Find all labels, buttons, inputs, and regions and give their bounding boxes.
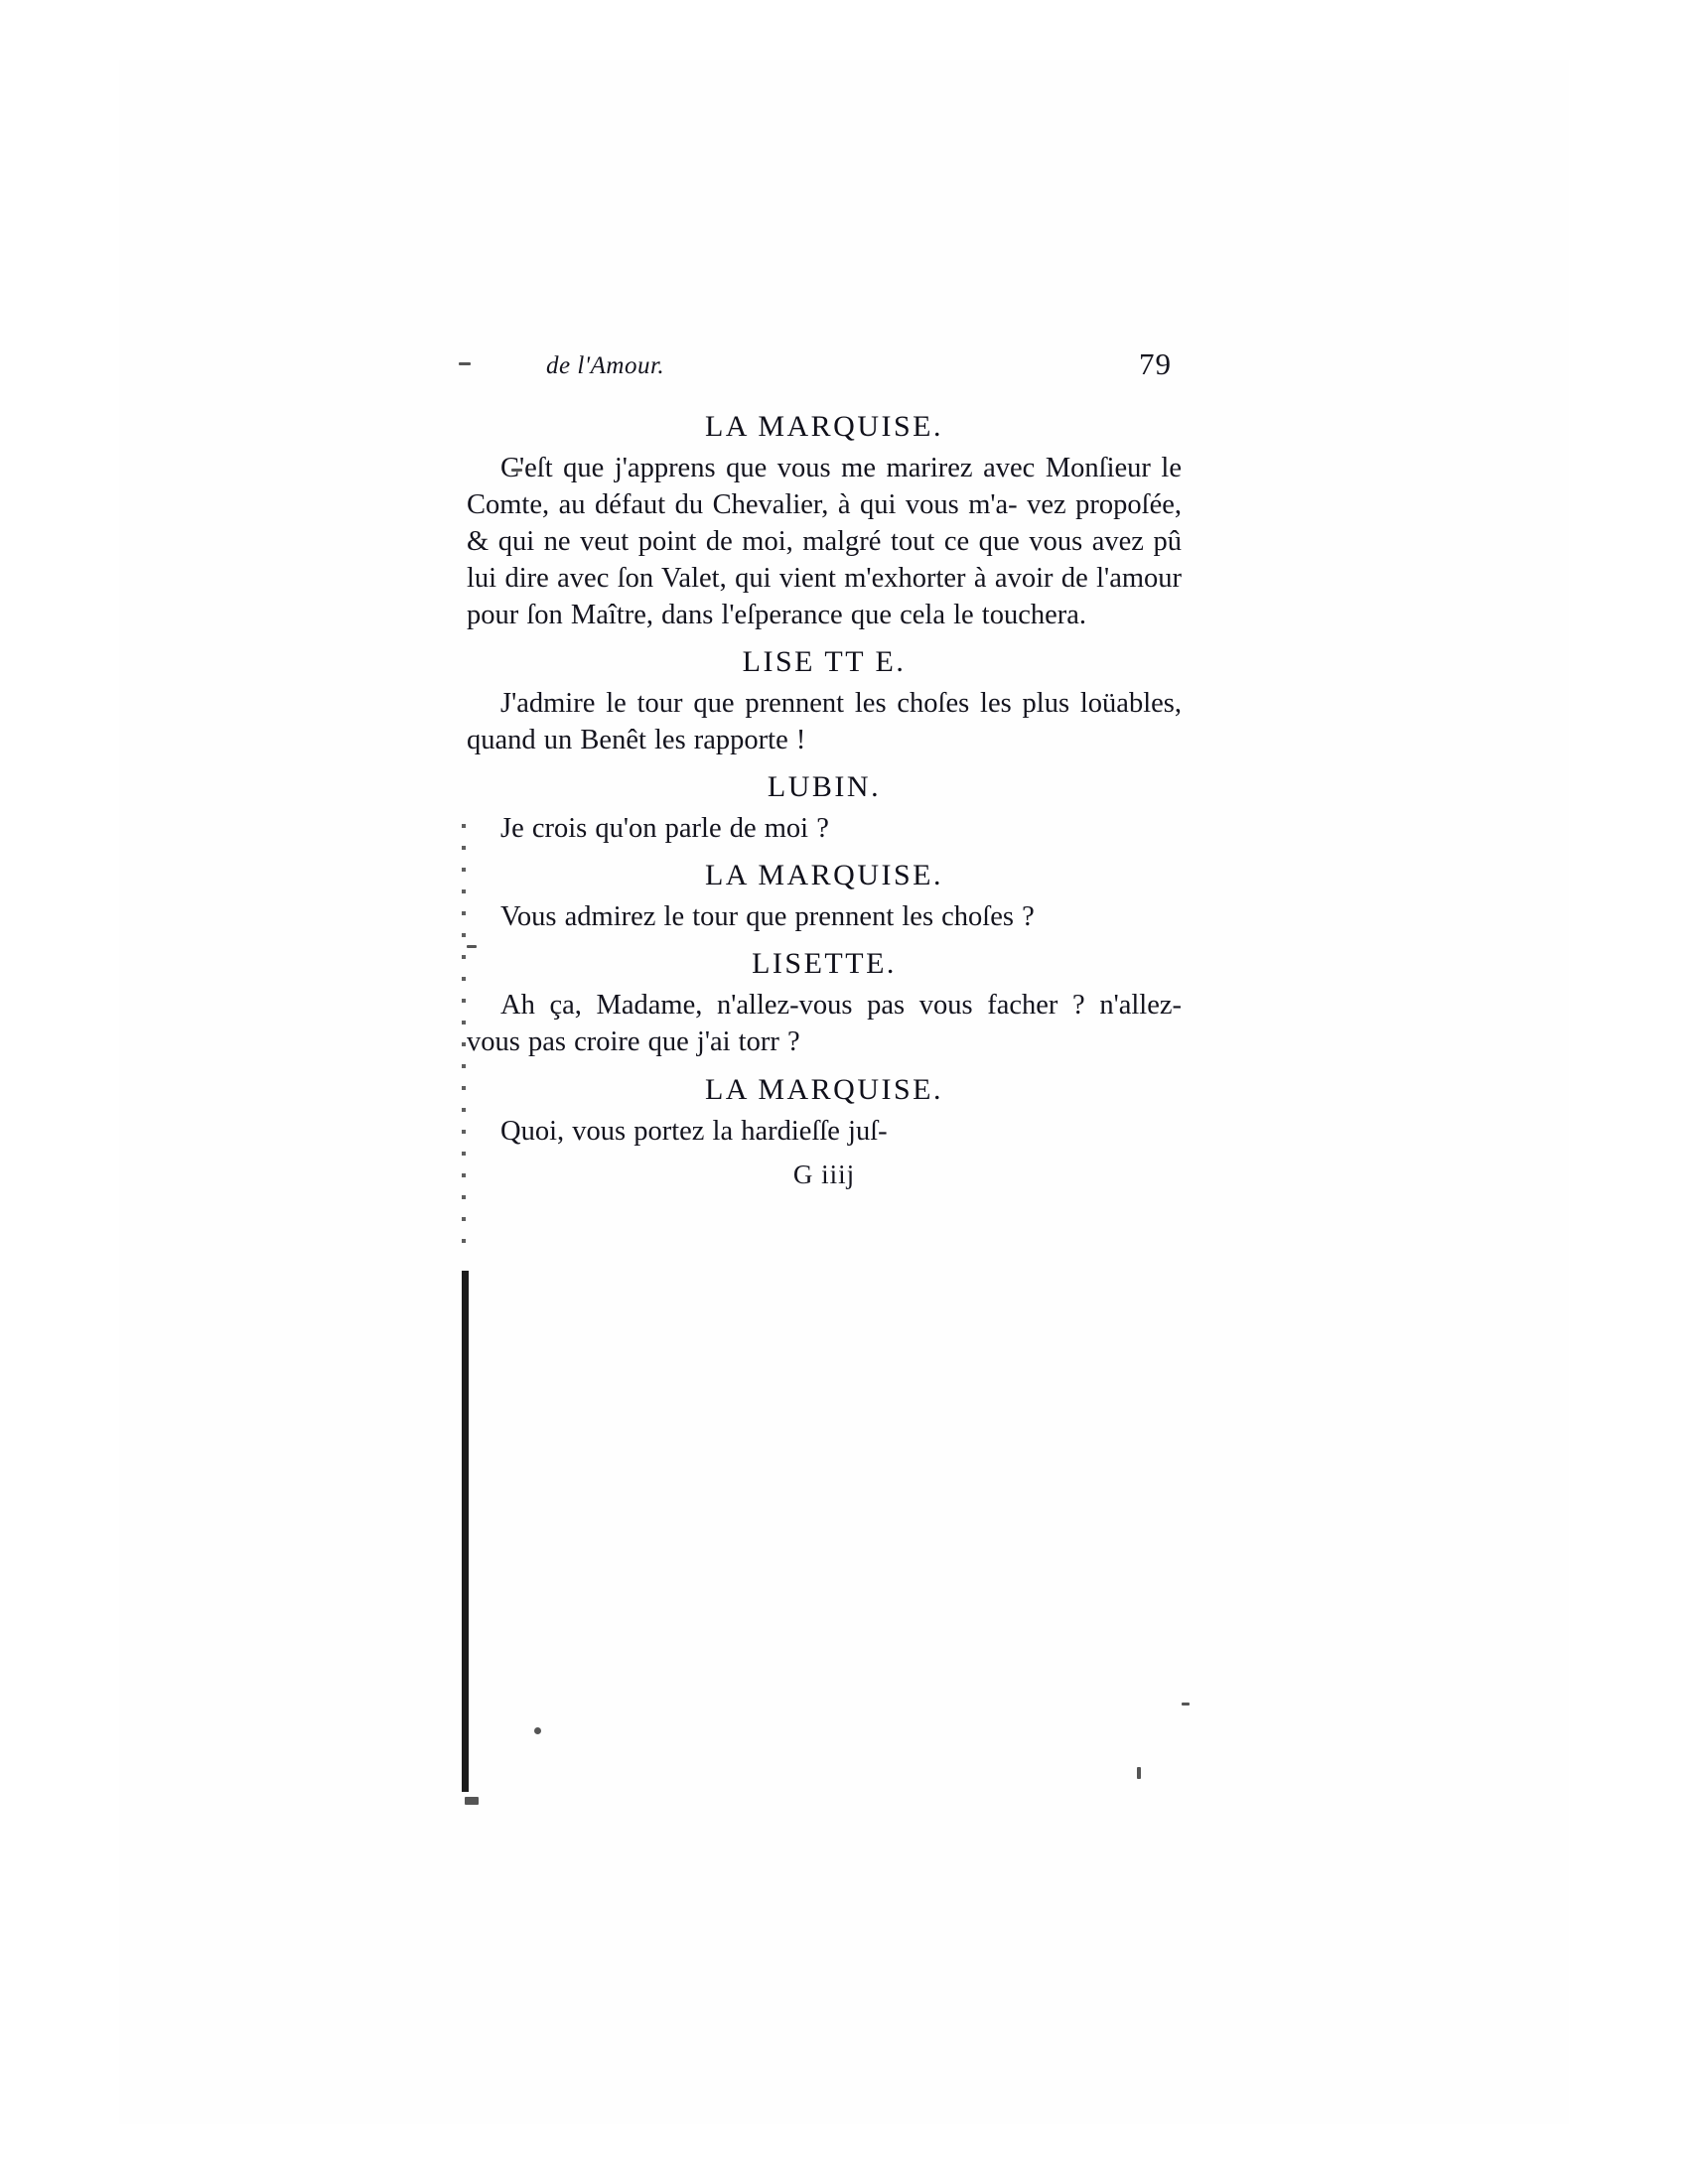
scan-speck xyxy=(534,1727,541,1734)
speech-line: marirez avec Monſieur le Comte, au xyxy=(467,453,1183,521)
speech-paragraph xyxy=(467,685,1182,758)
text-block xyxy=(467,346,1183,1190)
speech-line: pû lui dire avec ſon Valet, qui vient xyxy=(467,526,1183,595)
scan-speck xyxy=(1182,1703,1190,1706)
speech-paragraph xyxy=(467,810,1182,847)
speech-line: Je crois qu'on parle de moi ? xyxy=(500,813,829,845)
speech-line: ſon Maître, dans l'eſperance que cela xyxy=(526,600,945,631)
speech-line: m'exhorter à avoir de l'amour pour xyxy=(467,563,1183,631)
speech-line: Vous admirez le tour que prennent xyxy=(500,901,895,933)
speech-paragraph xyxy=(467,898,1182,935)
speech-line: choſes les plus loüables, quand un xyxy=(467,688,1182,756)
speech-paragraph xyxy=(467,1113,1182,1150)
scan-speck xyxy=(1137,1767,1141,1779)
running-head xyxy=(467,346,1182,398)
speaker-heading: LISE TT E. xyxy=(742,645,907,679)
scan-speck xyxy=(465,1797,479,1805)
speech-line: vous facher ? n'allez-vous pas croire xyxy=(467,990,1182,1058)
running-head-title: de l'Amour. xyxy=(546,352,665,379)
speech-line: de moi, malgré tout ce que vous avez xyxy=(705,526,1144,558)
scan-gutter-dots xyxy=(462,824,466,1261)
speech-paragraph xyxy=(467,450,1182,633)
speech-paragraph xyxy=(467,987,1182,1060)
signature-mark: G iiij xyxy=(792,1159,856,1189)
speech-line: Ah ça, Madame, n'allez-vous pas xyxy=(500,990,906,1022)
speech-line: défaut du Chevalier, à qui vous m'a- xyxy=(594,489,1018,521)
speaker-heading: LA MARQUISE. xyxy=(704,410,943,443)
speech-line: Quoi, vous portez la hardieſſe juſ- xyxy=(500,1115,888,1147)
page-number: 79 xyxy=(1139,346,1172,381)
speech-line: vez propoſée, & qui ne veut point xyxy=(467,489,1182,558)
speech-line: J'admire le tour que prennent les xyxy=(500,688,887,720)
speech-line: le touchera. xyxy=(953,600,1087,631)
scan-gutter-bar xyxy=(462,1271,469,1792)
speaker-heading: LISETTE. xyxy=(752,947,897,981)
speech-line: les choſes ? xyxy=(902,901,1035,933)
speech-line: Benêt les rapporte ! xyxy=(580,725,806,756)
speaker-heading: LA MARQUISE. xyxy=(704,859,943,892)
speech-line: que j'ai torr ? xyxy=(647,1026,800,1058)
speaker-heading: LUBIN. xyxy=(767,770,882,804)
speaker-heading: LA MARQUISE. xyxy=(704,1072,943,1106)
speech-line: C'eſt que j'apprens que vous me xyxy=(500,453,876,483)
